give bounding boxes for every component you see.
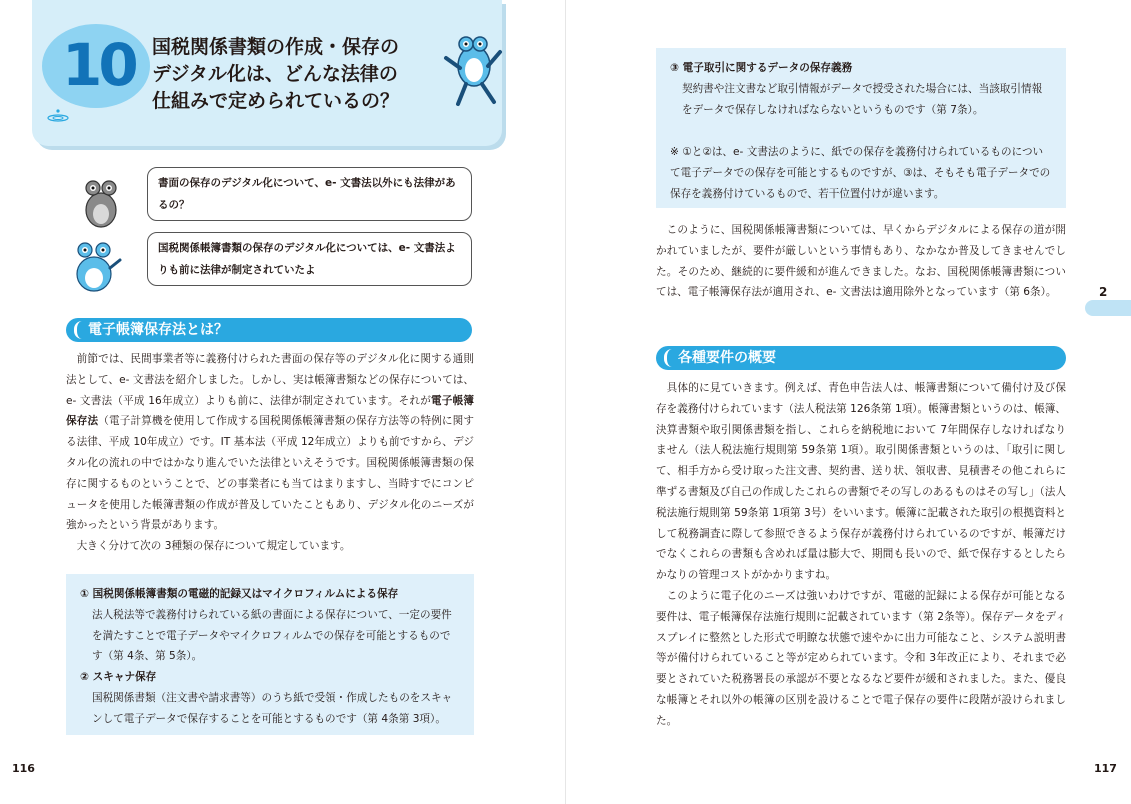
page-number-right: 117 <box>1094 762 1117 775</box>
page-number-left: 116 <box>12 762 35 775</box>
chapter-side-tab <box>1085 300 1131 316</box>
chapter-number: 10 <box>62 31 135 99</box>
question-bubble: 書面の保存のデジタル化について、e- 文書法以外にも法律があるの？ <box>147 167 472 221</box>
box-item-1-heading: ① 国税関係帳簿書類の電磁的記録又はマイクロフィルムによる保存 <box>80 588 399 600</box>
section1-body <box>66 349 474 557</box>
blue-frog-avatar <box>66 238 122 294</box>
section-heading-text: 電子帳簿保存法とは？ <box>88 322 228 338</box>
chapter-title <box>152 34 452 115</box>
box-item-1-body: 法人税法等で義務付けられている紙の書面による保存について、一定の要件を満たすことで電子データやマイクロフィルムでの保存を可能とするものです（第 4条、第 5条）。 <box>92 608 452 663</box>
box-note: ※ ①と②は、e- 文書法のように、紙での保存を義務付けられているものについて電子データでの保存を可能とするものですが、③は、そもそも電子データでの保存を義務付けているもので、若干位置付けが違います。 <box>670 146 1051 200</box>
section1-paragraph-2: 大きく分けて次の 3種類の保存について規定しています。 <box>76 540 351 553</box>
water-splash-icon <box>46 108 70 122</box>
section2-paragraph-1: 具体的に見ていきます。例えば、青色申告法人は、帳簿書類について備付け及び保存を義務付けられています（法人税法第 126条第 1項）。帳簿書類というのは、帳簿、決算書類や取引関係書類を指し、これらを納税地において 7年間保存しなければなりません（法人税法施行規則第 59条第 1項）。取引関係書類というのは、「取引に関して、相手方から受け取った注文書、契約書、送り状、領収書、見積書その他これらに準ずる書類及び自己の作成したこれらの書類でその写しのあるものはその写し」（法人税法施行規則第 59条第 1項第 3号）をいいます。帳簿に記載された取引の根拠資料として税務調査に際して参照できるよう保存が義務付けられているのですが、帳簿だけでなくこれらの書類も含めれば量は膨大で、期間も長いので、紙で保存するとしたらかなりの管理コストがかかりますね。 <box>656 382 1066 582</box>
text-run: 前節では、民間事業者等に義務付けられた書面の保存等のデジタル化に関する通則法として、e- 文書法を紹介しました。しかし、実は帳簿書類などの保存については、e- 文書法（平成 16年成立）よりも前に、法律が制定されています。それが <box>66 353 474 407</box>
right-paragraph-1 <box>656 220 1066 303</box>
box-item-2-heading: ② スキャナ保存 <box>80 671 157 684</box>
paragraph-text: このように、国税関係帳簿書類については、早くからデジタルによる保存の道が開かれていましたが、要件が厳しいという事情もあり、なかなか普及してきませんでした。そのため、継続的に要件緩和が進んできました。なお、国税関係帳簿書類については、電子帳簿保存法が適用され、e- 文書法は適用除外となっています（第 6条）。 <box>656 224 1066 299</box>
grey-frog-avatar <box>80 176 122 228</box>
info-box-2 <box>656 48 1066 208</box>
right-page <box>566 0 1131 804</box>
chapter-title-line-1: 国税関係書類の作成・保存の <box>152 36 400 58</box>
answer-bubble: 国税関係帳簿書類の保存のデジタル化については、e- 文書法よりも前に法律が制定されていたよ <box>147 232 472 286</box>
left-page <box>0 0 565 804</box>
bold-term: 電子帳簿保存法 <box>66 394 474 428</box>
chapter-side-tab-number: 2 <box>1099 285 1108 299</box>
section2-paragraph-2: このように電子化のニーズは強いわけですが、電磁的記録による保存が可能となる要件は、電子帳簿保存法施行規則に記載されています（第 2条等）。保存データをディスプレイに整然とした形式で明瞭な状態で速やかに出力可能なこと、システム説明書等が備付けられていること等が定められています。令和 3年改正により、それまで必要とされていた税務署長の承認が不要となるなど要件が緩和されました。また、優良な帳簿とそれ以外の帳簿の区別を設けることで電子保存の要件に段階が設けられました。 <box>656 589 1066 727</box>
section-heading-text: 各種要件の概要 <box>678 350 776 366</box>
chapter-title-line-2: デジタル化は、どんな法律の <box>152 63 398 85</box>
info-box-1 <box>66 574 474 735</box>
box-item-2-body: 国税関係書類（注文書や請求書等）のうち紙で受領・作成したものをスキャンして電子データで保存することを可能とするものです（第 4条第 3項）。 <box>92 691 453 725</box>
section-heading-electronic-book-act <box>66 318 472 342</box>
jumping-frog-illustration <box>440 28 504 110</box>
chapter-title-line-3: 仕組みで定められているの？ <box>152 90 400 112</box>
heading-mark-icon <box>74 321 84 339</box>
section2-body <box>656 378 1066 732</box>
box-item-3-body: 契約書や注文書など取引情報がデータで授受された場合には、当該取引情報をデータで保存しなければならないというものです（第 7条）。 <box>682 82 1043 116</box>
section-heading-requirements <box>656 346 1066 370</box>
text-run: （電子計算機を使用して作成する国税関係帳簿書類の保存方法等の特例に関する法律、平成 10年成立）です。IT 基本法（平成 12年成立）よりも前ですから、デジタル化の流れの中ではかなり進んでいた法律といえそうです。国税関係帳簿書類の保存に関するものということで、どの事業者にも当てはまりますし、当時すでにコンピュータを使用した帳簿書類の作成が普及していたこともあり、デジタル化のニーズが強かったという背景があります。 <box>66 415 475 532</box>
box-item-3-heading: ③ 電子取引に関するデータの保存義務 <box>670 62 853 74</box>
section1-paragraph-1 <box>66 349 474 536</box>
heading-mark-icon <box>664 349 674 367</box>
